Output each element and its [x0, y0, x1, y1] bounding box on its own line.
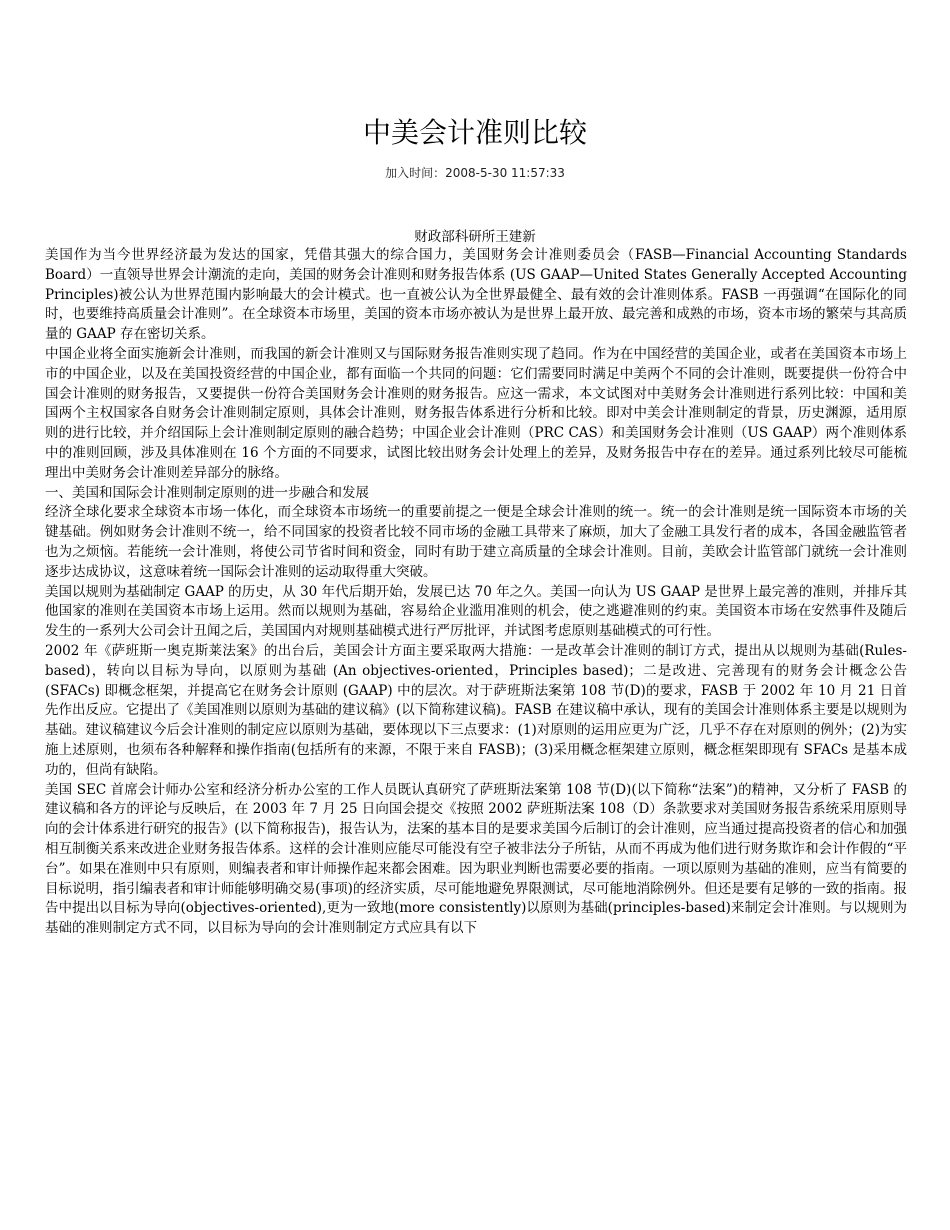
paragraph: 中国企业将全面实施新会计准则，而我国的新会计准则又与国际财务报告准则实现了趋同。作为在中国经营的美国企业，或者在美国资本市场上市的中国企业，以及在美国投资经营的中国企业，都有面临一个共同的问题：它们需要同时满足中美两个不同的会计准则，既要提供一份符合中国会计准则的财务报告，又要提供一份符合美国财务会计准则的财务报告。应这一需求，本文试图对中美财务会计准则进行系列比较：中国和美国两个主权国家各自财务会计准则制定原则，具体会计准则，财务报告体系进行分析和比较。即对中美会计准则制定的背景，历史渊源，适用原则的进行比较，并介绍国际上会计准则制定原则的融合趋势；中国企业会计准则（PRC CAS）和美国财务会计准则（US GAAP）两个准则体系中的准则回顾，涉及具体准则在 16 个方面的不同要求，试图比较出财务会计处理上的差异，及财务报告中存在的差异。通过系列比较尽可能梳理出中美财务会计准则差异部分的脉络。 [45, 345, 907, 481]
paragraph: 2002 年《萨班斯一奥克斯莱法案》的出台后，美国会计方面主要采取两大措施：一是改革会计准则的制订方式，提出从以规则为基础(Rules-based)，转向以目标为导向，以原则为基础 (An objectives-oriented，Principles based)；二是改进、完善现有的财务会计概念公告 (SFACs) 即概念框架，并提高它在财务会计原则 (GAAP) 中的层次。对于萨班斯法案第 108 节(D)的要求，FASB 于 2002 年 10 月 21 日首先作出反应。它提出了《美国准则以原则为基础的建议稿》(以下简称建议稿)。FASB 在建议稿中承认，现有的美国会计准则体系主要是以规则为基础。建议稿建议今后会计准则的制定应以原则为基础，要体现以下三点要求：(1)对原则的运用应更为广泛，几乎不存在对原则的例外；(2)为实施上述原则，也须布各种解释和操作指南(包括所有的来源，不限于来自 FASB)；(3)采用概念框架建立原则，概念框架即现有 SFACs 是基本成功的，但尚有缺陷。 [45, 642, 907, 778]
paragraph: 美国 SEC 首席会计师办公室和经济分析办公室的工作人员既认真研究了萨班斯法案第 108 节(D)(以下简称“法案”)的精神，又分析了 FASB 的建议稿和各方的评论与反映后，在 2003 年 7 月 25 日向国会提交《按照 2002 萨班斯法案 108（D）条款要求对美国财务报告系统采用原则导向的会计体系进行研究的报告》(以下简称报告)，报告认为，法案的基本目的是要求美国今后制订的会计准则，应当通过提高投资者的信心和加强相互制衡关系来改进企业财务报告体系。这样的会计准则应能尽可能没有空子被非法分子所钻，从而不再成为他们进行财务欺诈和会计作假的“平台”。如果在准则中只有原则，则编表者和审计师操作起来都会困难。因为职业判断也需要必要的指南。一项以原则为基础的准则，应当有简要的目标说明，指引编表者和审计师能够明确交易(事项)的经济实质，尽可能地避免界限测试，尽可能地消除例外。但还是要有足够的一致的指南。报告中提出以目标为导向(objectives-oriented),更为一致地(more consistently)以原则为基础(principles-based)来制定会计准则。与以规则为基础的准则制定方式不同，以目标为导向的会计准则制定方式应具有以下 [45, 781, 907, 937]
article-body [45, 246, 907, 939]
paragraph: 美国以规则为基础制定 GAAP 的历史，从 30 年代后期开始，发展已达 70 年之久。美国一向认为 US GAAP 是世界上最完善的准则，并排斥其他国家的准则在美国资本市场上运用。然而以规则为基础，容易给企业滥用准则的机会，使之逃避准则的约束。美国资本市场在安然事件及随后发生的一系列大公司会计丑闻之后，美国国内对规则基础模式进行严厉批评，并试图考虑原则基础模式的可行性。 [45, 583, 907, 640]
paragraph: 经济全球化要求全球资本市场一体化，而全球资本市场统一的重要前提之一便是全球会计准则的统一。统一的会计准则是统一国际资本市场的关键基础。例如财务会计准则不统一，给不同国家的投资者比较不同市场的金融工具带来了麻烦，加大了金融工具发行者的成本，各国金融监管者也为之烦恼。若能统一会计准则，将使公司节省时间和资金，同时有助于建立高质量的全球会计准则。目前，美欧会计监管部门就统一会计准则逐步达成协议，这意味着统一国际会计准则的运动取得重大突破。 [45, 504, 907, 580]
date-label: 加入时间： [385, 166, 446, 180]
paragraph: 美国作为当今世界经济最为发达的国家，凭借其强大的综合国力，美国财务会计准则委员会（FASB—Financial Accounting Standards Board）一直领导世界会计潮流的走向，美国的财务会计准则和财务报告体系 (US GAAP—United States Generally Accepted Accounting Principles)被公认为世界范围内影响最大的会计模式。也一直被公认为全世界最健全、最有效的会计准则体系。FASB 一再强调“在国际化的同时，也要维持高质量会计准则”。在全球资本市场里，美国的资本市场亦被认为是世界上最开放、最完善和成熟的市场，资本市场的繁荣与其高质量的 GAAP 存在密切关系。 [45, 247, 907, 343]
publish-date [0, 164, 950, 182]
page-title: 中美会计准则比较 [362, 116, 587, 149]
section-heading: 一、美国和国际会计准则制定原则的进一步融合和发展 [45, 484, 369, 501]
date-value: 2008-5-30 11:57:33 [445, 166, 565, 180]
author-byline: 财政部科研所王建新 [414, 229, 536, 245]
